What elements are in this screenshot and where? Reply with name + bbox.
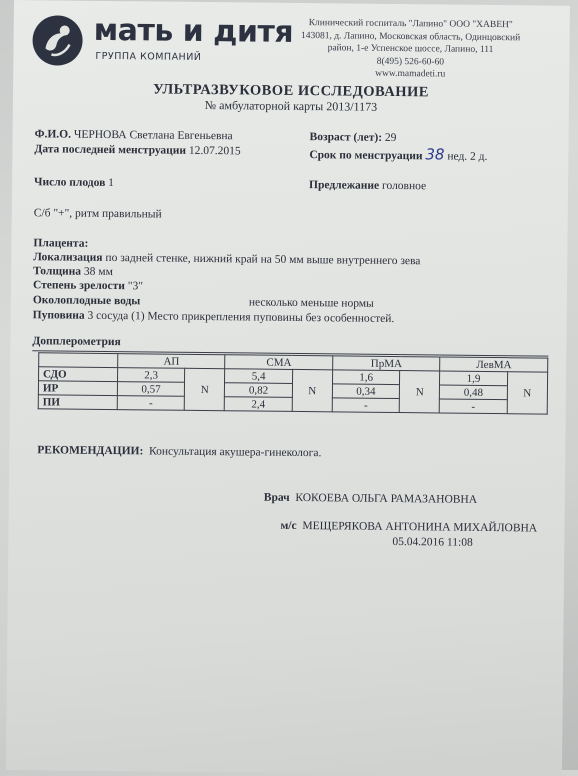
doctor-label: Врач bbox=[263, 491, 290, 504]
fio-value: ЧЕРНОВА Светлана Евгеньевна bbox=[73, 128, 233, 143]
clinic-address bbox=[285, 17, 536, 82]
nurse-signature bbox=[280, 520, 537, 535]
address-line: 143081, д. Лапино, Московская область, Одинцовский bbox=[300, 30, 521, 43]
fluid-value: несколько меньше нормы bbox=[248, 296, 374, 310]
term-rest: нед. 2 д. bbox=[447, 150, 488, 163]
doctor-signature bbox=[264, 492, 477, 506]
placenta-heading: Плацента: bbox=[33, 237, 89, 250]
address-line: Клинический госпиталь "Лапино" ООО "ХАВЕН" bbox=[308, 18, 513, 31]
presentation-value: головное bbox=[382, 179, 427, 193]
fluid-label: Околоплодные воды bbox=[32, 294, 141, 308]
fetus-label: Число плодов bbox=[34, 176, 106, 189]
presentation-label: Предлежание bbox=[309, 179, 380, 192]
maturity-value: "3" bbox=[127, 280, 144, 293]
doctor-name: КОКОЕВА ОЛЬГА РАМАЗАНОВНА bbox=[295, 491, 478, 506]
document-sheet bbox=[6, 0, 570, 776]
table-cell: 2,3 bbox=[118, 368, 185, 383]
thick-value: 38 мм bbox=[83, 265, 113, 279]
column-header: ПрМА bbox=[333, 356, 441, 371]
patient-age bbox=[310, 131, 397, 144]
brand-name: мать и дитя bbox=[93, 12, 294, 50]
doppler-heading: Допплерометрия bbox=[32, 335, 121, 349]
row-label: ПИ bbox=[38, 395, 117, 410]
heart-beat: С/б "+", ритм правильный bbox=[33, 207, 162, 221]
age-label: Возраст (лет): bbox=[309, 131, 383, 144]
norm-cell: N bbox=[399, 371, 440, 413]
nurse-label: м/с bbox=[280, 519, 297, 532]
norm-cell: N bbox=[184, 368, 225, 410]
row-label: ИР bbox=[38, 381, 117, 396]
address-line: www.mamadeti.ru bbox=[375, 68, 446, 80]
address-line: район, 1-е Успенское шоссе, Лапино, 111 bbox=[327, 43, 494, 56]
table-cell: 0,34 bbox=[332, 384, 399, 399]
amniotic-fluid bbox=[33, 294, 141, 307]
lmp-value: 12.07.2015 bbox=[188, 144, 241, 158]
maturity-label: Степень зрелости bbox=[32, 279, 125, 293]
loc-label: Локализация bbox=[33, 251, 103, 264]
age-value: 29 bbox=[384, 131, 397, 145]
umbilical-cord bbox=[33, 309, 395, 325]
table-cell: 5,4 bbox=[225, 369, 292, 384]
norm-cell: N bbox=[507, 372, 548, 414]
recommendations-value: Консультация акушера-гинеколога. bbox=[149, 445, 322, 460]
loc-value: по задней стенке, нижний край на 50 мм выше внутреннего зева bbox=[105, 251, 421, 268]
nurse-name: МЕЩЕРЯКОВА АНТОНИНА МИХАЙЛОВНА bbox=[302, 520, 538, 535]
term-label: Срок по менструации bbox=[309, 149, 423, 163]
presentation bbox=[309, 179, 426, 192]
placenta-thickness bbox=[33, 265, 113, 278]
table-cell: - bbox=[440, 399, 507, 414]
table-corner bbox=[39, 353, 118, 368]
thick-label: Толщина bbox=[33, 265, 82, 278]
document-subtitle: № амбулаторной карты 2013/1173 bbox=[204, 98, 378, 114]
logo-icon bbox=[31, 14, 84, 67]
lmp-label: Дата последней менструации bbox=[34, 143, 187, 157]
doppler-table bbox=[38, 352, 549, 414]
recommendations bbox=[37, 444, 321, 459]
table-cell: 0,48 bbox=[440, 385, 507, 400]
table-cell: 1,6 bbox=[332, 370, 399, 385]
cord-label: Пуповина bbox=[32, 309, 85, 322]
column-header: АП bbox=[118, 354, 226, 369]
table-cell: 2,4 bbox=[225, 397, 292, 412]
recommendations-label: РЕКОМЕНДАЦИИ: bbox=[37, 444, 144, 458]
term-handwritten: 38 bbox=[425, 145, 445, 164]
table-cell: 0,57 bbox=[117, 382, 184, 397]
table-cell: - bbox=[117, 396, 184, 411]
gestation-term bbox=[309, 144, 487, 164]
column-header: СМА bbox=[225, 355, 333, 370]
patient-name bbox=[35, 128, 233, 142]
fio-label: Ф.И.О. bbox=[34, 128, 72, 141]
last-menstruation bbox=[34, 143, 240, 157]
placenta-maturity bbox=[33, 279, 143, 292]
cord-value: 3 сосуда (1) Место прикрепления пуповины без особенностей. bbox=[87, 309, 395, 325]
table-cell: 0,82 bbox=[225, 383, 292, 398]
table-cell: - bbox=[332, 398, 399, 413]
fetus-count bbox=[34, 176, 114, 189]
norm-cell: N bbox=[292, 369, 333, 411]
document-title: УЛЬТРАЗВУКОВОЕ ИССЛЕДОВАНИЕ bbox=[153, 81, 430, 101]
table-cell: 1,9 bbox=[440, 371, 507, 386]
fetus-value: 1 bbox=[108, 176, 115, 190]
brand-subtitle: ГРУППА КОМПАНИЙ bbox=[95, 50, 202, 63]
exam-datetime: 05.04.2016 11:08 bbox=[392, 535, 473, 549]
column-header: ЛевМА bbox=[440, 357, 548, 372]
row-label: СДО bbox=[39, 367, 118, 382]
address-line: 8(495) 526-60-60 bbox=[376, 56, 445, 68]
